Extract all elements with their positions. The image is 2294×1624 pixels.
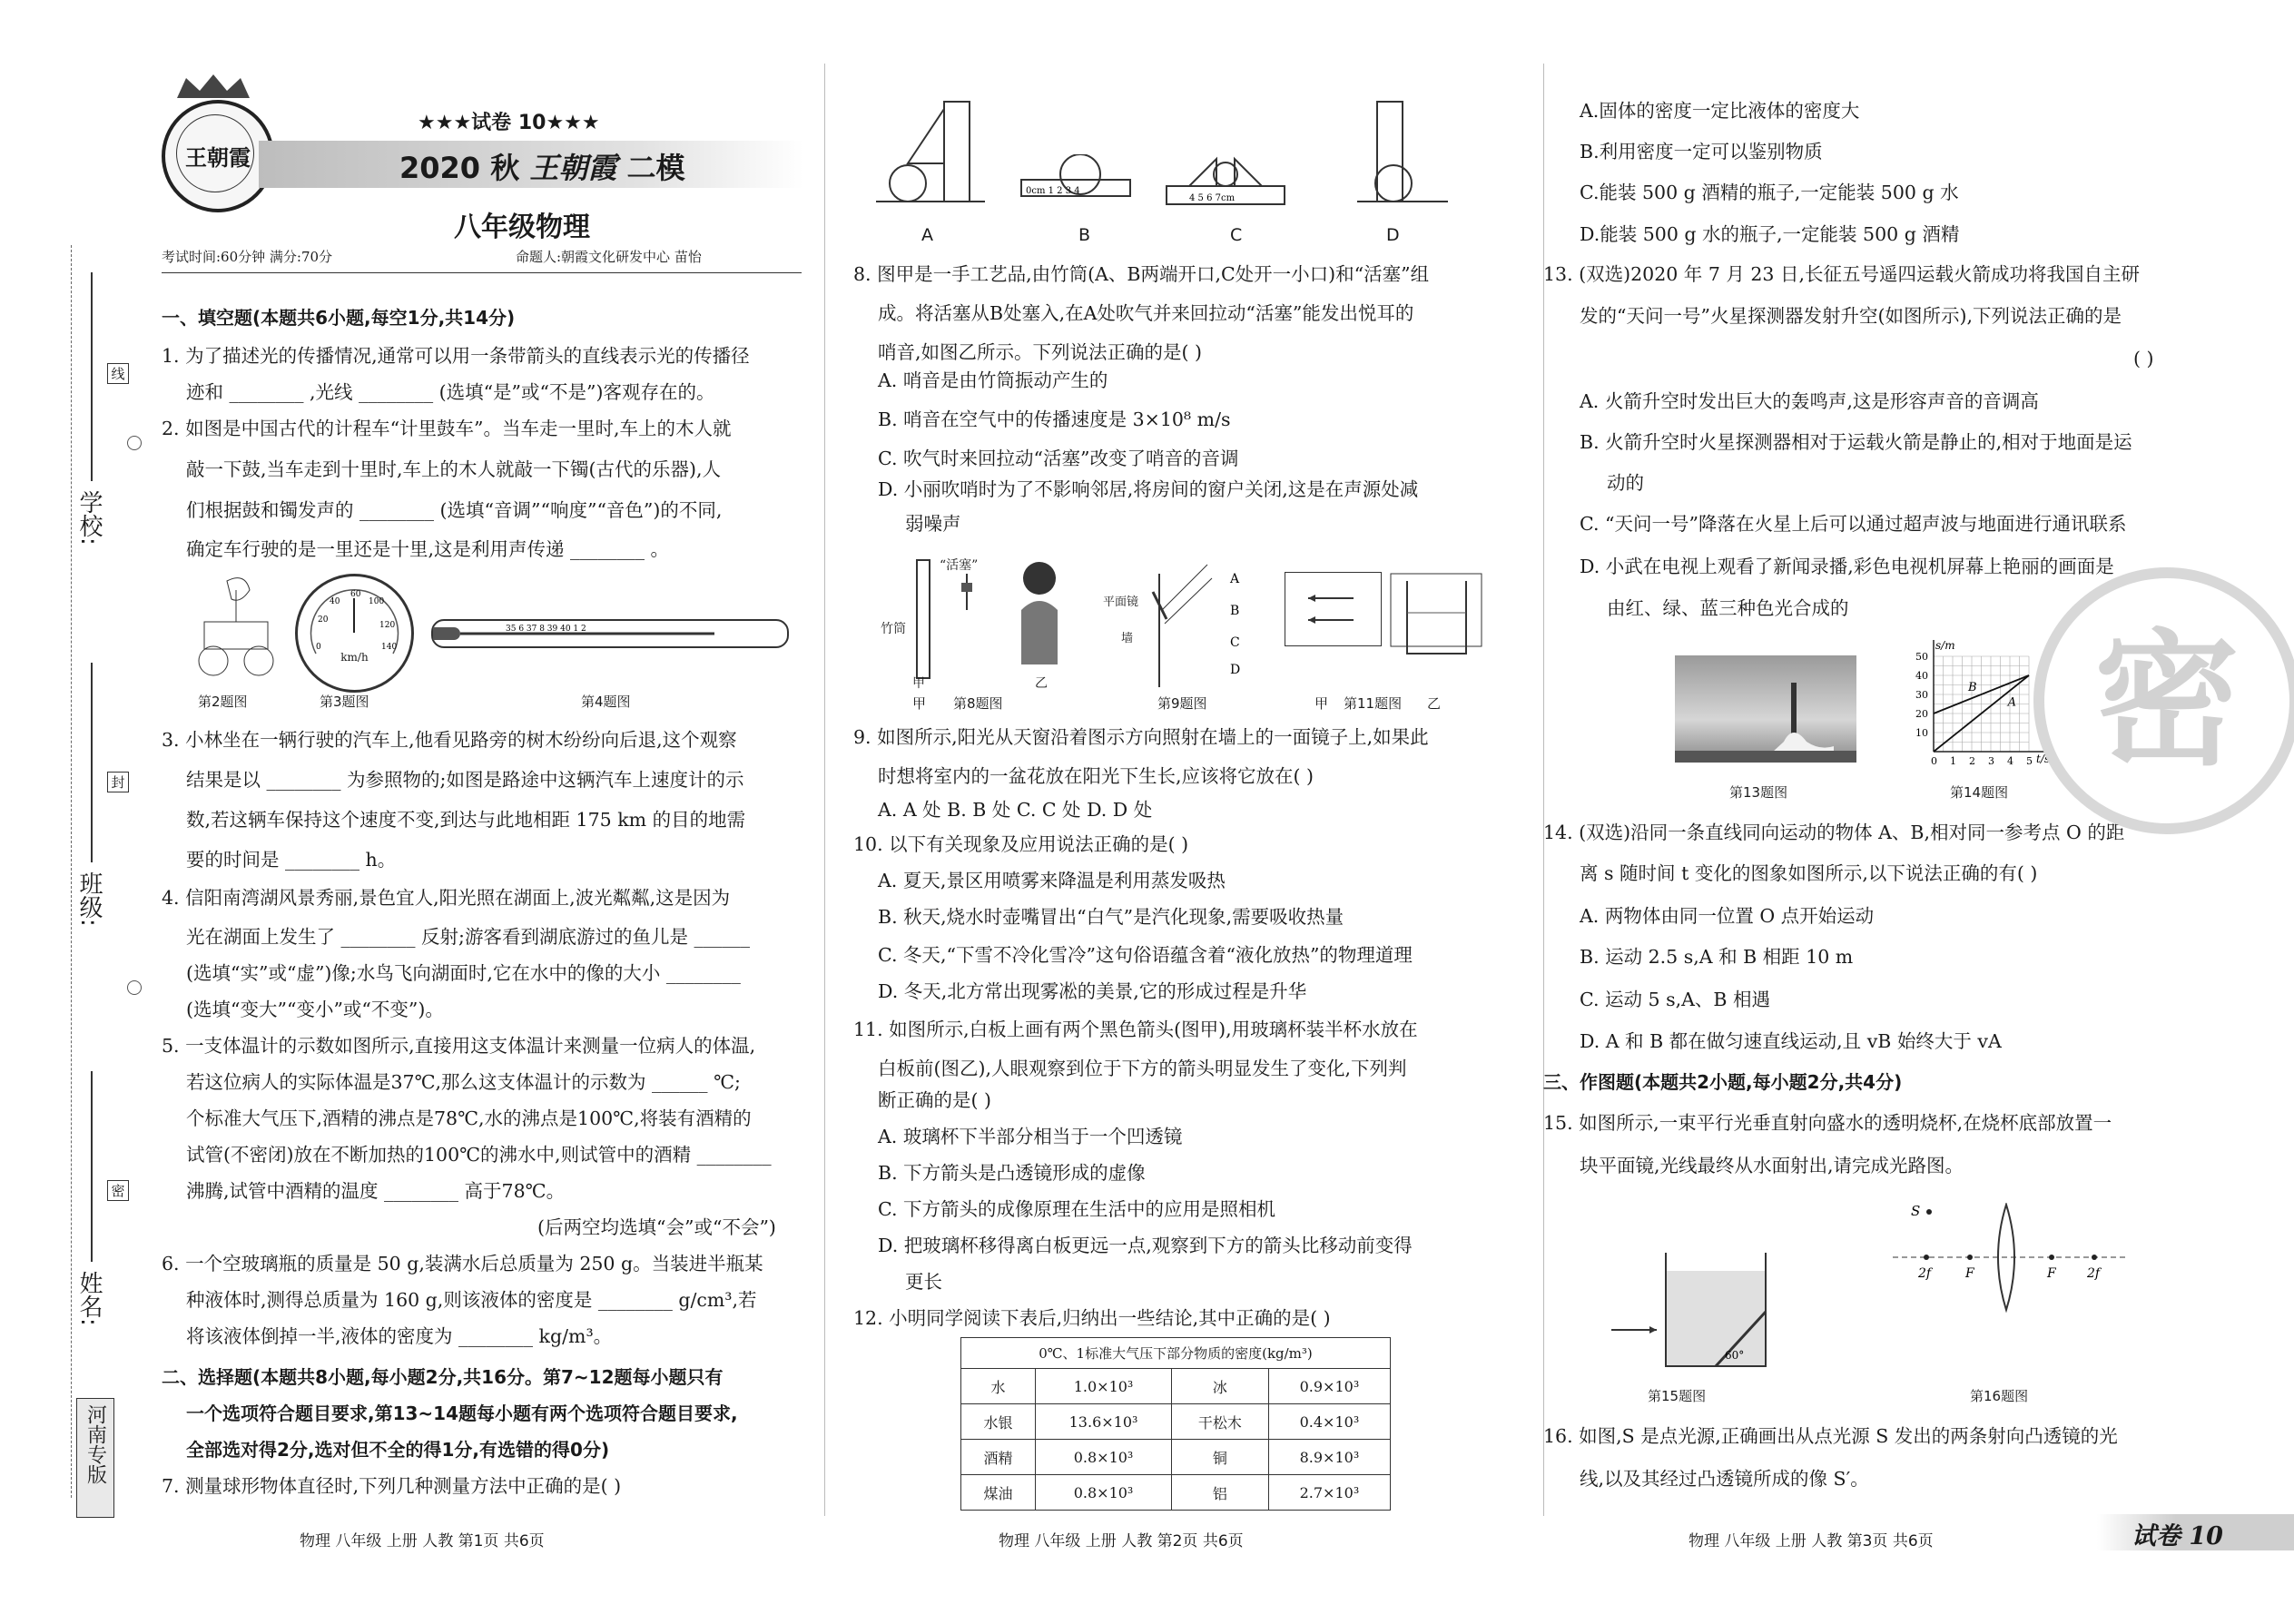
header-divider	[162, 272, 802, 273]
q5-line-6: (后两空均选填“会”或“不会”)	[537, 1216, 776, 1238]
fig3-caption: 第3题图	[320, 694, 369, 710]
q13-option-b-line-2: 动的	[1607, 472, 1644, 494]
fig15-caption: 第15题图	[1648, 1388, 1707, 1404]
q6-line-2: 种液体时,测得总质量为 160 g,则该液体的密度是 ________ g/cm³,若	[186, 1289, 757, 1311]
table-row	[961, 1440, 1391, 1475]
svg-text:B: B	[1230, 604, 1240, 618]
section-2-heading-3: 全部选对得2分,选对但不全的得1分,有选错的得0分)	[186, 1439, 610, 1461]
table-row	[961, 1404, 1391, 1440]
q14-option-d[interactable]: D. A 和 B 都在做匀速直线运动,且 vB 始终大于 vA	[1580, 1030, 2002, 1052]
binding-hole-1	[127, 436, 142, 450]
q8-option-d-line-2: 弱噪声	[905, 513, 961, 535]
table-row	[961, 1475, 1391, 1511]
drum-cart-figure	[186, 572, 277, 681]
q8-whistle-figure	[881, 556, 1080, 692]
density-table-title: 0℃、1标准大气压下部分物质的密度(kg/m³)	[960, 1337, 1391, 1368]
q13-option-d-line-1[interactable]: D. 小武在电视上观看了新闻录播,彩色电视机屏幕上艳丽的画面是	[1580, 556, 2114, 577]
q12-option-b[interactable]: B.利用密度一定可以鉴别物质	[1580, 141, 1823, 162]
y-tick-label: 50	[1915, 651, 1928, 663]
table-cell: 酒精	[961, 1440, 1036, 1475]
q1-line-2: 迹和 ________ ,光线 ________ (选填“是”或“不是”)客观存在的。	[186, 381, 715, 403]
x-tick-label: 2	[1969, 755, 1975, 767]
svg-text:2f: 2f	[2087, 1266, 2101, 1281]
name-label: 姓名:	[75, 1271, 103, 1326]
secret-seal: 密	[2033, 567, 2294, 834]
q8-option-c[interactable]: C. 吹气时来回拉动“活塞”改变了哨音的音调	[878, 448, 1239, 469]
svg-text:A: A	[1230, 572, 1240, 586]
x-tick-label: 0	[1931, 755, 1937, 767]
y-tick-label: 40	[1915, 670, 1928, 682]
q2-line-1: 2. 如图是中国古代的计程车“计里鼓车”。当车走一里时,车上的木人就	[162, 418, 732, 439]
q8-line-2: 成。将活塞从B处塞入,在A处吹气并来回拉动“活塞”能发出悦耳的	[878, 302, 1414, 324]
q11-option-b[interactable]: B. 下方箭头是凸透镜形成的虚像	[878, 1162, 1146, 1184]
q5-line-2: 若这位病人的实际体温是37℃,那么这支体温计的示数为 ______ ℃;	[186, 1071, 741, 1093]
svg-text:100: 100	[369, 597, 385, 606]
q11-option-a[interactable]: A. 玻璃杯下半部分相当于一个凹透镜	[878, 1126, 1183, 1147]
class-field[interactable]	[91, 663, 93, 862]
q5-line-5: 沸腾,试管中酒精的温度 ________ 高于78℃。	[186, 1180, 566, 1202]
q16-lens-figure	[1893, 1203, 2129, 1375]
q7-line: 7. 测量球形物体直径时,下列几种测量方法中正确的是( )	[162, 1475, 622, 1497]
table-cell: 0.8×10³	[1036, 1440, 1172, 1475]
q12-option-a[interactable]: A.固体的密度一定比液体的密度大	[1580, 100, 1860, 122]
subject-title: 八年级物理	[454, 212, 590, 243]
q10-stem: 10. 以下有关现象及应用说法正确的是( )	[853, 833, 1189, 855]
q7-option-d[interactable]: D	[1386, 225, 1400, 245]
q11-line-2: 白板前(图乙),人眼观察到位于下方的箭头明显发生了变化,下列判	[878, 1058, 1407, 1079]
page-title	[399, 145, 685, 187]
series-label-B: B	[1968, 681, 1977, 695]
q8-option-a[interactable]: A. 哨音是由竹筒振动产生的	[878, 369, 1108, 391]
q12-stem: 12. 小明同学阅读下表后,归纳出一些结论,其中正确的是( )	[853, 1307, 1331, 1329]
q13-option-a[interactable]: A. 火箭升空时发出巨大的轰鸣声,这是形容声音的音调高	[1580, 390, 2039, 412]
q7-option-b[interactable]: B	[1078, 225, 1091, 245]
measure-method-a-figure	[876, 100, 985, 204]
q13-option-d-line-2: 由红、绿、蓝三种色光合成的	[1607, 597, 1849, 619]
q13-line-2: 发的“天问一号”火星探测器发射升空(如图所示),下列说法正确的是	[1580, 305, 2122, 327]
q12-option-c[interactable]: C.能装 500 g 酒精的瓶子,一定能装 500 g 水	[1580, 182, 1959, 203]
q11-jia-label: 甲	[1314, 695, 1329, 712]
fig4-caption: 第4题图	[581, 694, 631, 710]
class-label: 班级:	[75, 871, 103, 927]
q3-line-2: 结果是以 ________ 为参照物的;如图是路途中这辆汽车上速度计的示	[186, 769, 744, 791]
q6-line-1: 6. 一个空玻璃瓶的质量是 50 g,装满水后总质量为 250 g。当装进半瓶某	[162, 1253, 763, 1275]
svg-text:40: 40	[330, 597, 340, 606]
q16-line-1: 16. 如图,S 是点光源,正确画出从点光源 S 发出的两条射向凸透镜的光	[1543, 1425, 2118, 1447]
table-cell: 2.7×10³	[1268, 1475, 1390, 1511]
q7-option-c[interactable]: C	[1230, 225, 1243, 245]
section-1-heading: 一、填空题(本题共6小题,每空1分,共14分)	[162, 307, 516, 329]
wall-label: 墙	[1121, 632, 1134, 645]
section-3-heading: 三、作图题(本题共2小题,每小题2分,共4分)	[1543, 1071, 1903, 1093]
q3-line-3: 数,若这辆车保持这个速度不变,到达与此地相距 175 km 的目的地需	[186, 809, 746, 831]
svg-text:2f: 2f	[1918, 1266, 1932, 1281]
column-divider-1	[824, 64, 825, 1516]
y-tick-label: 10	[1915, 727, 1928, 739]
q5-line-4: 试管(不密闭)放在不断加热的100℃的沸水中,则试管中的酒精 ________	[186, 1144, 772, 1166]
section-2-heading-2: 一个选项符合题目要求,第13~14题每小题有两个选项符合题目要求,	[186, 1403, 738, 1424]
paper-tag: 试卷 10	[2132, 1522, 2223, 1550]
x-tick-label: 4	[2007, 755, 2013, 767]
binding-mark-secret: 密	[107, 1180, 129, 1201]
svg-text:35 6 37 8 39 40 1 2: 35 6 37 8 39 40 1 2	[506, 625, 586, 634]
q8-option-d-line-1[interactable]: D. 小丽吹哨时为了不影响邻居,将房间的窗户关闭,这是在声源处减	[878, 478, 1419, 500]
q5-line-1: 5. 一支体温计的示数如图所示,直接用这支体温计来测量一位病人的体温,	[162, 1035, 756, 1057]
svg-text:20: 20	[318, 615, 329, 625]
q14-line-1: 14. (双选)沿同一条直线同向运动的物体 A、B,相对同一参考点 O 的距	[1543, 822, 2125, 843]
fig13-caption: 第13题图	[1729, 784, 1788, 801]
page-2-footer: 物理 八年级 上册 人教 第2页 共6页	[999, 1532, 1244, 1550]
svg-text:4 5 6 7cm: 4 5 6 7cm	[1189, 193, 1236, 203]
title-brand: 王朝霞	[529, 151, 617, 185]
crown-icon	[172, 73, 254, 100]
table-cell: 0.4×10³	[1268, 1404, 1390, 1440]
paper-number-badge: ★★★试卷 10★★★	[418, 112, 600, 134]
q11-option-c[interactable]: C. 下方箭头的成像原理在生活中的应用是照相机	[878, 1198, 1275, 1220]
q1-line-1: 1. 为了描述光的传播情况,通常可以用一条带箭头的直线表示光的传播径	[162, 345, 750, 367]
density-table	[960, 1337, 1391, 1511]
q8-option-b[interactable]: B. 哨音在空气中的传播速度是 3×10⁸ m/s	[878, 408, 1231, 430]
q13-option-b-line-1[interactable]: B. 火箭升空时火星探测器相对于运载火箭是静止的,相对于地面是运	[1580, 431, 2132, 453]
table-cell: 煤油	[961, 1475, 1036, 1511]
q2-line-3: 们根据鼓和镯发声的 ________ (选填“音调”“响度”“音色”)的不同,	[186, 499, 723, 521]
binding-mark-seal: 封	[107, 772, 129, 792]
binding-mark-line: 线	[107, 363, 129, 384]
q2-line-2: 敲一下鼓,当车走到十里时,车上的木人就敲一下镯(古代的乐器),人	[186, 458, 722, 480]
fig11-caption: 第11题图	[1344, 695, 1403, 712]
table-cell: 0.9×10³	[1268, 1369, 1390, 1404]
q11-line-3: 断正确的是( )	[878, 1089, 992, 1111]
y-tick-label: 30	[1915, 689, 1928, 701]
x-tick-label: 5	[2026, 755, 2033, 767]
measure-method-b-figure	[1017, 154, 1135, 209]
mirror-label: 平面镜	[1103, 595, 1139, 609]
table-cell: 干松木	[1171, 1404, 1268, 1440]
svg-text:F: F	[2047, 1266, 2056, 1281]
q9-line-1: 9. 如图所示,阳光从天窗沿着图示方向照射在墙上的一面镜子上,如果此	[853, 726, 1429, 748]
q6-line-3: 将该液体倒掉一半,液体的密度为 ________ kg/m³。	[186, 1325, 613, 1347]
author-info: 命题人:朝霞文化研发中心 苗怡	[516, 249, 702, 265]
q13-answer-paren[interactable]: ( )	[2133, 348, 2154, 369]
speedometer-unit: km/h	[340, 651, 369, 664]
q9-options[interactable]: A. A 处 B. B 处 C. C 处 D. D 处	[878, 799, 1153, 821]
q9-mirror-figure	[1103, 556, 1257, 692]
piston-label: “活塞”	[940, 558, 979, 573]
q14-line-2: 离 s 随时间 t 变化的图象如图所示,以下说法正确的有( )	[1580, 862, 2038, 884]
school-field[interactable]	[91, 272, 93, 481]
q11-yi-label: 乙	[1427, 695, 1442, 712]
q5-line-3: 个标准大气压下,酒精的沸点是78℃,水的沸点是100℃,将装有酒精的	[186, 1107, 752, 1129]
table-cell: 水银	[961, 1404, 1036, 1440]
q10-option-b[interactable]: B. 秋天,烧水时壶嘴冒出“白气”是汽化现象,需要吸收热量	[878, 906, 1344, 928]
svg-text:S: S	[1911, 1203, 1921, 1219]
svg-text:C: C	[1230, 635, 1240, 650]
q15-line-1: 15. 如图所示,一束平行光垂直射向盛水的透明烧杯,在烧杯底部放置一	[1543, 1112, 2112, 1134]
q3-line-1: 3. 小林坐在一辆行驶的汽车上,他看见路旁的树木纷纷向后退,这个观察	[162, 729, 737, 751]
school-label: 学校:	[75, 490, 103, 546]
table-cell: 8.9×10³	[1268, 1440, 1390, 1475]
q4-line-2: 光在湖面上发生了 ________ 反射;游客看到湖底游过的鱼儿是 ______	[186, 926, 750, 948]
q11-option-d-line-1[interactable]: D. 把玻璃杯移得离白板更远一点,观察到下方的箭头比移动前变得	[878, 1235, 1413, 1256]
q8-line-1: 8. 图甲是一手工艺品,由竹筒(A、B两端开口,C处开一小口)和“活塞”组	[853, 263, 1430, 285]
q2-line-4: 确定车行驶的是一里还是十里,这是利用声传递 ________ 。	[186, 538, 670, 560]
series-label-A: A	[2007, 695, 2016, 710]
q15-line-2: 块平面镜,光线最终从水面射出,请完成光路图。	[1580, 1155, 1964, 1176]
svg-text:60: 60	[350, 590, 361, 599]
fig2-caption: 第2题图	[198, 694, 248, 710]
binding-column	[0, 0, 145, 1624]
table-cell: 1.0×10³	[1036, 1369, 1172, 1404]
exam-info: 考试时间:60分钟 满分:70分	[162, 249, 333, 265]
q4-line-3: (选填“实”或“虚”)像;水鸟飞向湖面时,它在水中的像的大小 ________	[186, 962, 741, 984]
table-cell: 13.6×10³	[1036, 1404, 1172, 1440]
x-tick-label: 1	[1950, 755, 1956, 767]
binding-line	[71, 245, 72, 1498]
y-axis-label: s/m	[1935, 639, 1955, 652]
q11-glass-figure	[1389, 572, 1484, 663]
q14-option-b[interactable]: B. 运动 2.5 s,A 和 B 相距 10 m	[1580, 946, 1854, 968]
q4-line-1: 4. 信阳南湾湖风景秀丽,景色宜人,阳光照在湖面上,波光粼粼,这是因为	[162, 887, 731, 909]
q13-line-1: 13. (双选)2020 年 7 月 23 日,长征五号遥四运载火箭成功将我国自主研	[1543, 263, 2141, 285]
q12-option-d[interactable]: D.能装 500 g 水的瓶子,一定能装 500 g 酒精	[1580, 223, 1960, 245]
svg-text:F: F	[1965, 1266, 1974, 1281]
q3-line-4: 要的时间是 ________ h。	[186, 849, 397, 871]
q8-yi-label: 乙	[1035, 676, 1048, 691]
brand-logo-text: 王朝霞	[185, 144, 251, 171]
q8-line-3: 哨音,如图乙所示。下列说法正确的是( )	[878, 341, 1203, 363]
table-cell: 0.8×10³	[1036, 1475, 1172, 1511]
q16-line-2: 线,以及其经过凸透镜所成的像 S′。	[1580, 1468, 1869, 1490]
q7-option-a[interactable]: A	[921, 225, 933, 245]
table-cell: 水	[961, 1369, 1036, 1404]
x-tick-label: 3	[1988, 755, 1994, 767]
table-cell: 铝	[1171, 1475, 1268, 1511]
q10-option-a[interactable]: A. 夏天,景区用喷雾来降温是利用蒸发吸热	[878, 870, 1226, 891]
section-2-heading-1: 二、选择题(本题共8小题,每小题2分,共16分。第7~12题每小题只有	[162, 1366, 724, 1388]
fig14-caption: 第14题图	[1950, 784, 2009, 801]
fig16-caption: 第16题图	[1970, 1388, 2029, 1404]
q10-option-d[interactable]: D. 冬天,北方常出现雾凇的美景,它的形成过程是升华	[878, 980, 1307, 1002]
fig9-caption: 第9题图	[1157, 695, 1207, 712]
thermometer-figure	[431, 619, 789, 648]
y-tick-label: 20	[1915, 708, 1928, 720]
title-exam: 二模	[626, 151, 685, 185]
measure-method-c-figure	[1162, 154, 1289, 209]
page-3-footer: 物理 八年级 上册 人教 第3页 共6页	[1689, 1532, 1934, 1550]
region-box	[76, 1398, 114, 1518]
svg-text:60°: 60°	[1725, 1349, 1745, 1362]
speedometer-figure	[295, 574, 414, 693]
rocket-launch-photo	[1675, 655, 1856, 763]
q8-jia-label: 甲	[912, 676, 925, 691]
brand-logo	[162, 100, 274, 212]
q10-option-c[interactable]: C. 冬天,“下雪不冷化雪冷”这句俗语蕴含着“液化放热”的物理道理	[878, 944, 1413, 966]
q15-beaker-figure	[1607, 1248, 1770, 1375]
q11-line-1: 11. 如图所示,白板上画有两个黑色箭头(图甲),用玻璃杯装半杯水放在	[853, 1019, 1418, 1040]
svg-text:0: 0	[316, 643, 321, 652]
table-row	[961, 1369, 1391, 1404]
name-field[interactable]	[91, 1071, 93, 1262]
measure-method-d-figure	[1357, 100, 1448, 204]
svg-text:120: 120	[379, 621, 396, 630]
q4-line-4: (选填“变大”“变小”或“不变”)。	[186, 999, 444, 1020]
q8-jia-label-2: 甲	[912, 695, 927, 712]
table-cell: 铜	[1171, 1440, 1268, 1475]
q14-option-c[interactable]: C. 运动 5 s,A、B 相遇	[1580, 989, 1770, 1010]
svg-text:0cm 1 2 3 4: 0cm 1 2 3 4	[1026, 186, 1080, 196]
title-year: 2020 秋	[399, 151, 520, 185]
q11-option-d-line-2: 更长	[905, 1271, 942, 1293]
svg-text:D: D	[1230, 663, 1241, 677]
q14-option-a[interactable]: A. 两物体由同一位置 O 点开始运动	[1580, 905, 1875, 927]
svg-text:140: 140	[381, 643, 398, 652]
bamboo-label: 竹筒	[881, 622, 906, 636]
q9-line-2: 时想将室内的一盆花放在阳光下生长,应该将它放在( )	[878, 765, 1314, 787]
x-axis-label: t/s	[2036, 753, 2051, 765]
binding-hole-2	[127, 980, 142, 995]
table-cell: 冰	[1171, 1369, 1268, 1404]
page-1-footer: 物理 八年级 上册 人教 第1页 共6页	[300, 1532, 545, 1550]
region-label: 河南专版	[84, 1404, 107, 1484]
q11-whiteboard-figure	[1285, 572, 1382, 646]
fig8-caption: 第8题图	[953, 695, 1003, 712]
q13-option-c[interactable]: C. “天问一号”降落在火星上后可以通过超声波与地面进行通讯联系	[1580, 513, 2127, 535]
